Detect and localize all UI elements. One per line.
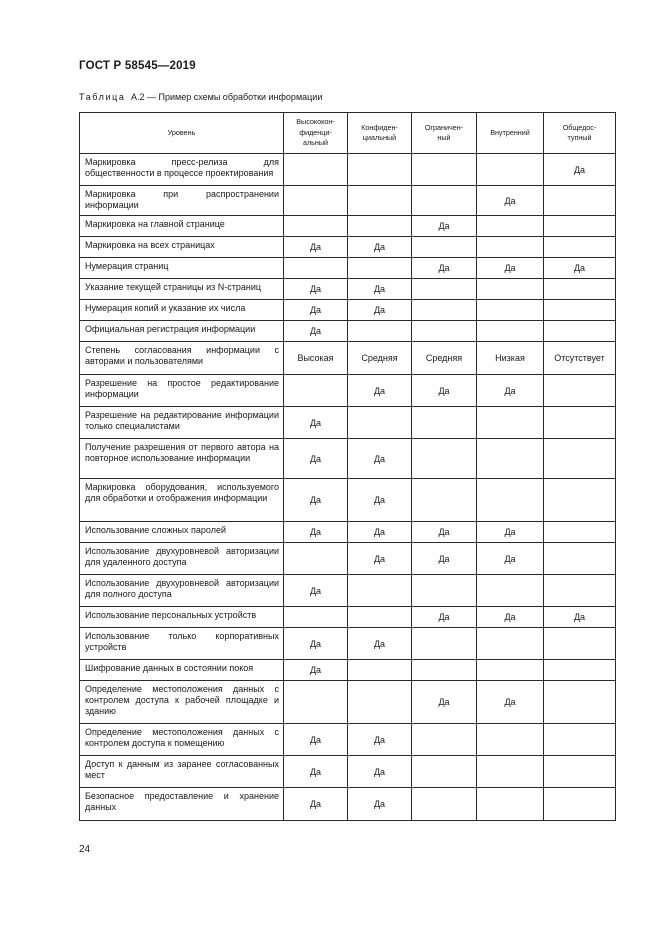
row-label: Разрешение на простое редактирование информации — [80, 375, 284, 407]
table-cell — [477, 300, 544, 321]
row-label: Разрешение на редактирование информации только специалистами — [80, 407, 284, 439]
table-row — [80, 543, 616, 575]
table-row — [80, 660, 616, 681]
table-cell — [348, 186, 412, 216]
table-row — [80, 154, 616, 186]
row-label: Маркировка пресс-релиза для общественности в процессе проектирования — [80, 154, 284, 186]
table-cell — [348, 154, 412, 186]
row-label: Определение местоположения данных с контролем доступа к рабочей площадке и зданию — [80, 681, 284, 724]
table-cell — [544, 681, 616, 724]
row-label: Шифрование данных в состоянии покоя — [80, 660, 284, 681]
table-row — [80, 237, 616, 258]
table-cell — [412, 479, 477, 522]
table-cell — [412, 439, 477, 479]
row-label: Маркировка оборудования, используемого для обработки и отображения информации — [80, 479, 284, 522]
table-cell — [348, 321, 412, 342]
table-cell — [544, 237, 616, 258]
table-cell: Да — [412, 258, 477, 279]
caption-text: — Пример схемы обработки информации — [147, 92, 323, 102]
row-label: Определение местоположения данных с контролем доступа к помещению — [80, 724, 284, 756]
table-cell: Да — [477, 681, 544, 724]
table-cell: Да — [284, 479, 348, 522]
table-cell: Средняя — [412, 342, 477, 375]
table-cell — [412, 154, 477, 186]
page-number: 24 — [79, 844, 91, 855]
table-row — [80, 375, 616, 407]
header-public: Общедос- тупный — [544, 113, 616, 154]
table-cell — [544, 522, 616, 543]
table-cell — [412, 321, 477, 342]
table-cell: Да — [348, 628, 412, 660]
row-label: Использование персональных устройств — [80, 607, 284, 628]
table-cell: Да — [477, 543, 544, 575]
table-cell — [477, 407, 544, 439]
table-cell: Да — [284, 724, 348, 756]
table-cell — [544, 375, 616, 407]
table-cell — [544, 300, 616, 321]
row-label: Получение разрешения от первого автора на повторное использование информации — [80, 439, 284, 479]
table-cell — [412, 279, 477, 300]
table-row — [80, 321, 616, 342]
table-cell: Да — [284, 756, 348, 788]
table-cell — [477, 479, 544, 522]
table-cell — [412, 237, 477, 258]
table-cell — [544, 628, 616, 660]
table-row — [80, 681, 616, 724]
table-cell — [284, 607, 348, 628]
table-cell: Да — [544, 607, 616, 628]
table-cell — [477, 660, 544, 681]
table-cell: Да — [284, 575, 348, 607]
table-cell — [544, 575, 616, 607]
table-cell — [348, 607, 412, 628]
table-cell — [544, 756, 616, 788]
table-cell: Да — [348, 479, 412, 522]
row-label: Маркировка при распространении информации — [80, 186, 284, 216]
header-confidential: Конфиден- циальный — [348, 113, 412, 154]
table-cell: Да — [284, 522, 348, 543]
table-cell — [412, 186, 477, 216]
table-cell — [477, 788, 544, 821]
table-cell — [544, 724, 616, 756]
table-cell — [348, 681, 412, 724]
table-cell: Да — [348, 522, 412, 543]
table-row — [80, 756, 616, 788]
caption-number: А.2 — [131, 92, 145, 102]
table-cell — [477, 575, 544, 607]
table-cell: Да — [284, 660, 348, 681]
table-header-row — [80, 113, 616, 154]
table-cell — [544, 279, 616, 300]
table-row — [80, 724, 616, 756]
table-cell: Да — [284, 279, 348, 300]
table-row — [80, 258, 616, 279]
table-row — [80, 479, 616, 522]
table-cell: Да — [284, 407, 348, 439]
row-label: Указание текущей страницы из N-страниц — [80, 279, 284, 300]
table-cell — [412, 575, 477, 607]
table-cell — [412, 660, 477, 681]
table-row — [80, 575, 616, 607]
table-cell — [348, 575, 412, 607]
table-cell — [477, 279, 544, 300]
table-cell: Да — [412, 543, 477, 575]
table-cell — [477, 237, 544, 258]
row-label: Использование двухуровневой авторизации для удаленного доступа — [80, 543, 284, 575]
table-row — [80, 607, 616, 628]
table-cell: Да — [348, 300, 412, 321]
table-cell — [412, 724, 477, 756]
table-cell — [544, 788, 616, 821]
table-cell: Да — [348, 788, 412, 821]
header-level: Уровень — [80, 113, 284, 154]
row-label: Нумерация страниц — [80, 258, 284, 279]
row-label: Маркировка на главной странице — [80, 216, 284, 237]
table-cell — [477, 216, 544, 237]
table-cell: Да — [348, 237, 412, 258]
table-row — [80, 407, 616, 439]
table-cell: Да — [284, 237, 348, 258]
table-cell: Да — [477, 186, 544, 216]
table-cell — [284, 681, 348, 724]
table-cell — [412, 300, 477, 321]
header-restricted: Ограничен- ный — [412, 113, 477, 154]
table-cell — [412, 407, 477, 439]
table-cell — [477, 724, 544, 756]
table-cell — [477, 154, 544, 186]
table-cell: Низкая — [477, 342, 544, 375]
table-row — [80, 342, 616, 375]
table-cell — [544, 543, 616, 575]
row-label: Степень согласования информации с авторами и пользователями — [80, 342, 284, 375]
table-cell: Да — [412, 216, 477, 237]
table-cell — [412, 756, 477, 788]
row-label: Доступ к данным из заранее согласованных мест — [80, 756, 284, 788]
caption-label: Таблица — [79, 92, 126, 102]
table-cell — [544, 660, 616, 681]
processing-scheme-table — [79, 112, 616, 821]
table-cell — [544, 321, 616, 342]
table-cell: Да — [544, 258, 616, 279]
table-row — [80, 279, 616, 300]
table-cell — [284, 375, 348, 407]
table-cell — [544, 216, 616, 237]
row-label: Официальная регистрация информации — [80, 321, 284, 342]
table-cell: Да — [412, 375, 477, 407]
table-cell — [284, 154, 348, 186]
table-cell — [284, 543, 348, 575]
table-cell — [348, 407, 412, 439]
table-cell — [284, 186, 348, 216]
header-highly-confidential: Высококон- фиденци- альный — [284, 113, 348, 154]
table-cell: Да — [284, 439, 348, 479]
row-label: Использование только корпоративных устройств — [80, 628, 284, 660]
table-cell — [544, 186, 616, 216]
table-row — [80, 788, 616, 821]
table-cell — [544, 479, 616, 522]
table-cell — [348, 660, 412, 681]
table-cell: Да — [477, 522, 544, 543]
row-label: Использование сложных паролей — [80, 522, 284, 543]
document-standard-title: ГОСТ Р 58545—2019 — [79, 60, 196, 72]
table-caption — [79, 92, 322, 102]
table-cell: Да — [544, 154, 616, 186]
table-cell: Средняя — [348, 342, 412, 375]
table-row — [80, 186, 616, 216]
table-cell — [477, 628, 544, 660]
table-cell: Да — [284, 300, 348, 321]
table-cell: Да — [348, 543, 412, 575]
table-cell: Да — [348, 724, 412, 756]
table-cell: Да — [284, 321, 348, 342]
table-cell: Да — [348, 375, 412, 407]
row-label: Безопасное предоставление и хранение данных — [80, 788, 284, 821]
table-cell: Да — [412, 607, 477, 628]
table-cell: Да — [348, 756, 412, 788]
table-row — [80, 522, 616, 543]
table-cell: Да — [348, 279, 412, 300]
table-cell: Высокая — [284, 342, 348, 375]
table-cell: Да — [477, 375, 544, 407]
table-cell — [284, 258, 348, 279]
table-cell — [412, 788, 477, 821]
table-cell: Да — [284, 788, 348, 821]
table-cell: Да — [412, 681, 477, 724]
table-cell — [412, 628, 477, 660]
table-cell — [477, 756, 544, 788]
table-cell — [348, 216, 412, 237]
row-label: Использование двухуровневой авторизации для полного доступа — [80, 575, 284, 607]
table-cell — [284, 216, 348, 237]
table-cell — [348, 258, 412, 279]
table-row — [80, 216, 616, 237]
table-cell: Да — [412, 522, 477, 543]
table-cell — [477, 321, 544, 342]
table-cell — [544, 407, 616, 439]
header-internal: Внутренний — [477, 113, 544, 154]
table-cell: Да — [477, 258, 544, 279]
table-cell — [544, 439, 616, 479]
table-cell: Да — [348, 439, 412, 479]
table-cell — [477, 439, 544, 479]
table-cell: Да — [284, 628, 348, 660]
table-row — [80, 300, 616, 321]
table-cell: Да — [477, 607, 544, 628]
row-label: Нумерация копий и указание их числа — [80, 300, 284, 321]
row-label: Маркировка на всех страницах — [80, 237, 284, 258]
table-row — [80, 628, 616, 660]
table-cell: Отсутствует — [544, 342, 616, 375]
table-row — [80, 439, 616, 479]
